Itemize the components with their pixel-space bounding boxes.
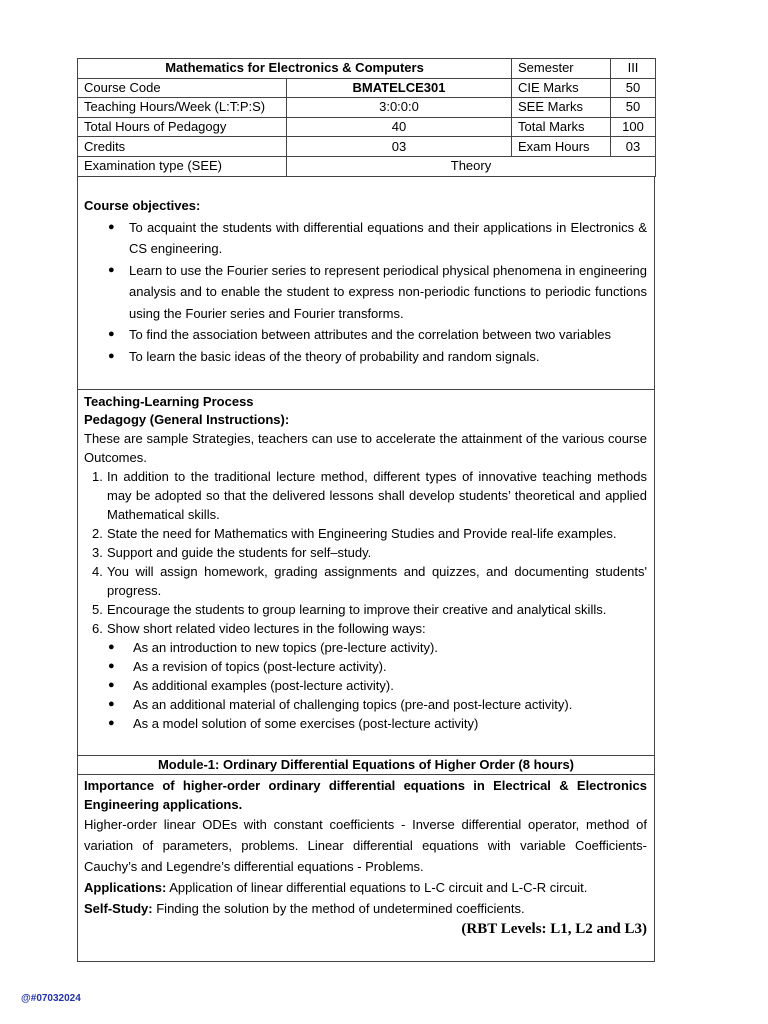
- list-item: ● As an introduction to new topics (pre-lecture activity).: [84, 638, 647, 657]
- step-number: 2.: [92, 525, 103, 541]
- list-item: [84, 543, 647, 562]
- syllabus-page: [77, 58, 655, 962]
- row-right-label: Total Marks: [512, 117, 611, 137]
- step-text: Encourage the students to group learning to improve their creative and analytical skills.: [107, 601, 607, 617]
- list-item: ● As additional examples (post-lecture activity).: [84, 676, 647, 695]
- list-item: ● To find the association between attributes and the correlation between two variables: [84, 324, 647, 346]
- teaching-learning-section: [77, 390, 655, 756]
- list-item: ● To learn the basic ideas of the theory of probability and random signals.: [84, 346, 647, 368]
- exam-type-value: Theory: [287, 156, 656, 176]
- step-number: 6.: [92, 620, 103, 636]
- step-text: State the need for Mathematics with Engineering Studies and Provide real-life examples.: [107, 525, 617, 541]
- course-header-table: [77, 58, 656, 177]
- table-row: [78, 78, 656, 98]
- teaching-title: Teaching-Learning Process: [84, 393, 254, 409]
- list-item: [84, 619, 647, 638]
- module-1-title: Module-1: Ordinary Differential Equations of Higher Order (8 hours): [77, 756, 655, 775]
- table-row: [78, 98, 656, 118]
- video-ways-list: [84, 638, 647, 733]
- row-label: Credits: [78, 137, 287, 157]
- pedagogy-intro: These are sample Strategies, teachers can use to accelerate the attainment of the various course Outcomes.: [84, 430, 647, 465]
- course-title-row: [78, 59, 656, 79]
- exam-type-row: [78, 156, 656, 176]
- course-title: Mathematics for Electronics & Computers: [78, 59, 512, 79]
- module-1-content: Higher-order linear ODEs with constant coefficients - Inverse differential operator, method of variation of parameters, problems. Linear differential equations with variable Coefficients- Cauchy’s and Legendre’s differential equations - Problems.: [84, 816, 647, 874]
- list-item: [84, 600, 647, 619]
- exam-type-label: Examination type (SEE): [78, 156, 287, 176]
- list-item: [84, 524, 647, 543]
- list-item: [84, 562, 647, 600]
- step-text: You will assign homework, grading assignments and quizzes, and documenting students' progress.: [107, 563, 647, 598]
- applications-label: Applications:: [84, 879, 167, 895]
- row-right-value: 50: [611, 98, 656, 118]
- step-number: 4.: [92, 563, 103, 579]
- row-value: 3:0:0:0: [287, 98, 512, 118]
- list-item: ● As an additional material of challenging topics (pre-and post-lecture activity).: [84, 695, 647, 714]
- row-label: Teaching Hours/Week (L:T:P:S): [78, 98, 287, 118]
- rbt-levels: (RBT Levels: L1, L2 and L3): [461, 920, 647, 937]
- objectives-list: [84, 217, 647, 368]
- list-item: ● As a model solution of some exercises (post-lecture activity): [84, 714, 647, 733]
- row-right-value: 50: [611, 78, 656, 98]
- row-right-value: 03: [611, 137, 656, 157]
- row-right-label: CIE Marks: [512, 78, 611, 98]
- list-item: ● As a revision of topics (post-lecture activity).: [84, 657, 647, 676]
- list-item: [84, 467, 647, 524]
- row-label: Course Code: [78, 78, 287, 98]
- module-1-applications: [84, 877, 647, 898]
- self-study-label: Self-Study:: [84, 900, 153, 916]
- step-text: In addition to the traditional lecture method, different types of innovative teaching methods may be adopted so that the delivered lessons shall develop students’ theoretical and applied Mathematical skills.: [107, 468, 647, 522]
- step-number: 3.: [92, 544, 103, 560]
- row-value: 03: [287, 137, 512, 157]
- module-1-self-study: [84, 898, 647, 919]
- row-value: 40: [287, 117, 512, 137]
- objectives-title: Course objectives:: [84, 197, 201, 213]
- table-row: [78, 117, 656, 137]
- row-label: Total Hours of Pedagogy: [78, 117, 287, 137]
- course-objectives-section: [77, 177, 655, 390]
- semester-label: Semester: [512, 59, 611, 79]
- self-study-text: Finding the solution by the method of undetermined coefficients.: [152, 900, 525, 916]
- list-item: ● To acquaint the students with differential equations and their applications in Electronics & CS engineering.: [84, 217, 647, 260]
- row-right-value: 100: [611, 117, 656, 137]
- step-number: 1.: [92, 468, 103, 484]
- module-1-importance: Importance of higher-order ordinary differential equations in Electrical & Electronics Engineering applications.: [84, 777, 647, 812]
- step-text: Show short related video lectures in the following ways:: [107, 620, 426, 636]
- list-item: ● Learn to use the Fourier series to represent periodical physical phenomena in engineering analysis and to enable the student to express non-periodic functions to periodic functions using the Fourier series and Fourier transforms.: [84, 260, 647, 325]
- table-row: [78, 137, 656, 157]
- pedagogy-steps: [84, 467, 647, 638]
- course-code-value: BMATELCE301: [287, 78, 512, 98]
- pedagogy-subtitle: Pedagogy (General Instructions):: [84, 411, 290, 427]
- semester-value: III: [611, 59, 656, 79]
- applications-text: Application of linear differential equations to L-C circuit and L-C-R circuit.: [166, 879, 588, 895]
- row-right-label: Exam Hours: [512, 137, 611, 157]
- row-right-label: SEE Marks: [512, 98, 611, 118]
- module-1-section: [77, 775, 655, 962]
- footer-code: @#07032024: [21, 993, 81, 1004]
- step-number: 5.: [92, 601, 103, 617]
- step-text: Support and guide the students for self–study.: [107, 544, 372, 560]
